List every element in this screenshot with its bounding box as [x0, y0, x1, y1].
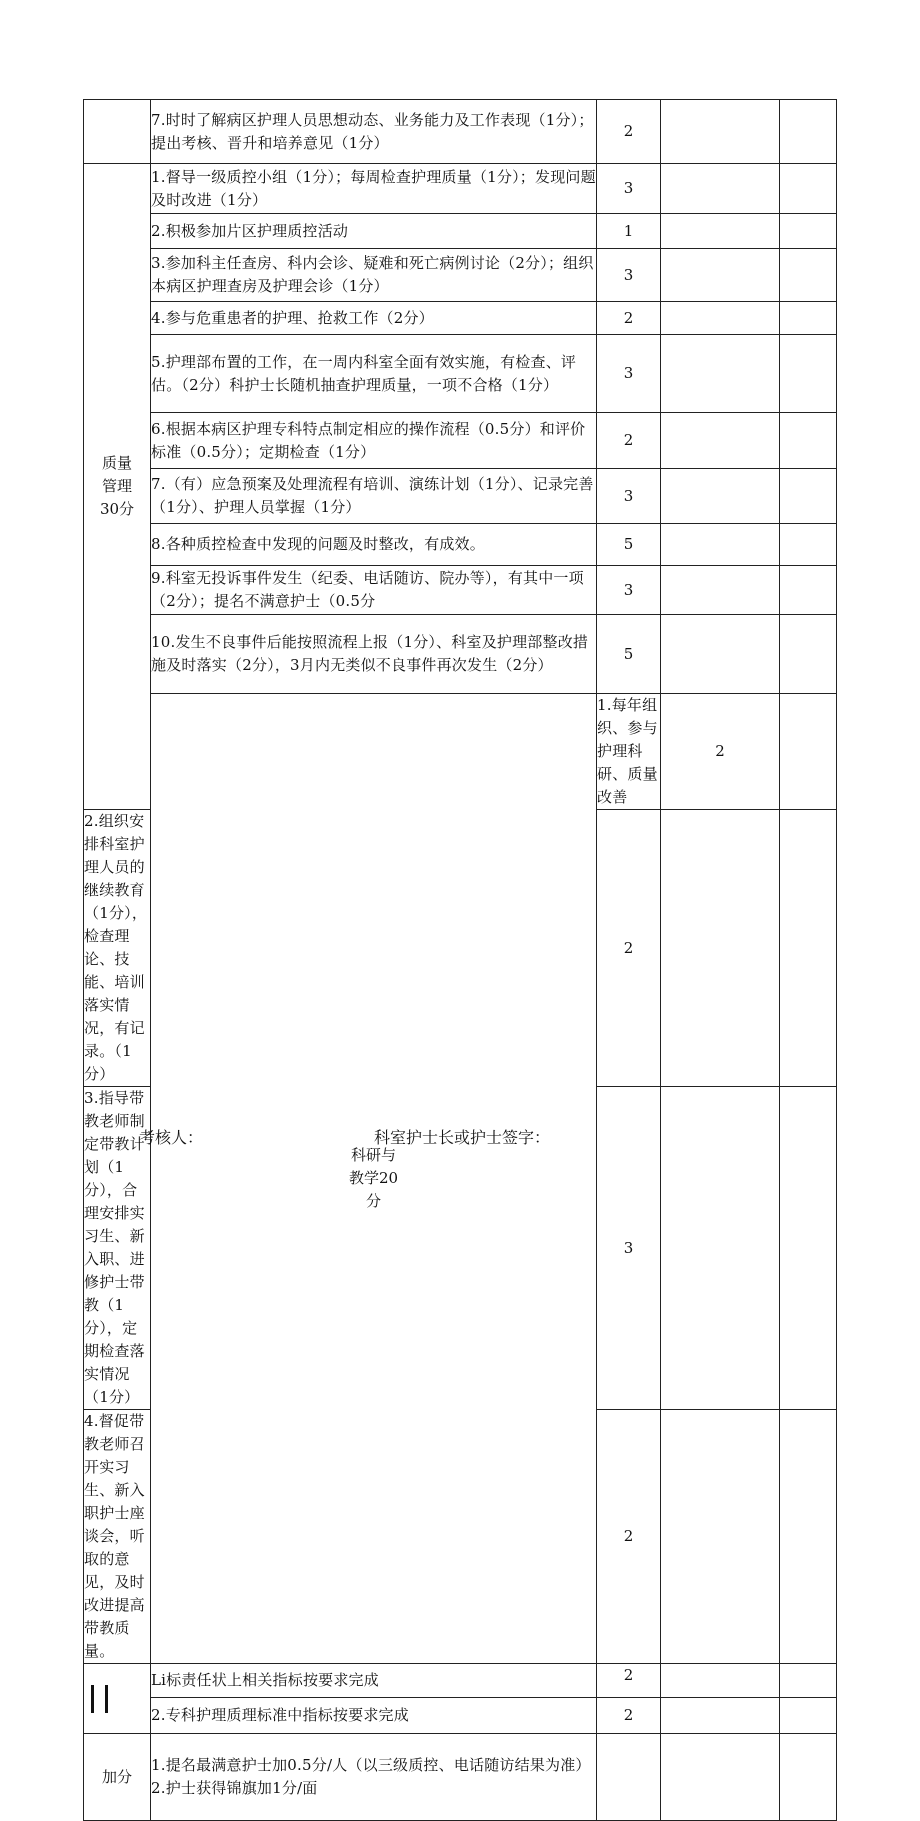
item-score: 2 — [597, 1410, 661, 1664]
blank-cell[interactable] — [780, 335, 837, 413]
assessor-label: 考核人： — [139, 1128, 204, 1147]
signature-label: 科室护士长或护士签字： — [374, 1128, 551, 1147]
item-text: 9.科室无投诉事件发生（纪委、电话随访、院办等），有其中一项（2分）；提名不满意护士（0.5分 — [151, 566, 597, 615]
blank-cell[interactable] — [780, 1664, 837, 1698]
blank-cell[interactable] — [661, 214, 780, 249]
bar-mark — [105, 1685, 108, 1713]
table-row — [84, 1734, 837, 1821]
table-row — [84, 335, 837, 413]
table-row — [84, 413, 837, 469]
blank-cell[interactable] — [780, 164, 837, 214]
table-row — [84, 694, 837, 810]
item-score: 2 — [597, 1698, 661, 1734]
item-text: 4.参与危重患者的护理、抢救工作（2分） — [151, 302, 597, 335]
blank-cell[interactable] — [661, 413, 780, 469]
blank-cell[interactable] — [780, 615, 837, 694]
blank-cell[interactable] — [780, 214, 837, 249]
vertical-bars-mark — [91, 1685, 150, 1713]
blank-cell[interactable] — [780, 694, 837, 810]
item-score: 2 — [597, 810, 661, 1087]
category-cell-empty — [84, 100, 151, 164]
blank-cell[interactable] — [661, 1698, 780, 1734]
blank-cell[interactable] — [661, 100, 780, 164]
blank-cell[interactable] — [780, 1734, 837, 1821]
blank-cell[interactable] — [780, 524, 837, 566]
blank-cell[interactable] — [780, 1087, 837, 1410]
blank-cell[interactable] — [661, 810, 780, 1087]
item-text: 2.护士获得锦旗加1分/面 — [151, 1779, 318, 1797]
item-text: 1.督导一级质控小组（1分）；每周检查护理质量（1分）；发现问题及时改进（1分） — [151, 164, 597, 214]
table-row — [84, 100, 837, 164]
blank-cell[interactable] — [780, 249, 837, 302]
table-row — [84, 302, 837, 335]
blank-cell[interactable] — [780, 566, 837, 615]
scoring-table — [83, 99, 837, 1821]
item-text: 3.指导带教老师制定带教计划（1分），合理安排实习生、新入职、进修护士带教（1分），定期检查落实情况（1分） — [84, 1087, 151, 1410]
category-bonus: 加分 — [84, 1734, 151, 1821]
category-research-line3: 分 — [365, 1192, 381, 1210]
blank-cell[interactable] — [661, 1410, 780, 1664]
item-text: 1.每年组织、参与护理科研、质量改善 — [597, 694, 661, 810]
category-quality — [84, 164, 151, 810]
blank-cell[interactable] — [661, 249, 780, 302]
blank-cell[interactable] — [780, 1410, 837, 1664]
item-score — [597, 1734, 661, 1821]
table-row — [84, 1698, 837, 1734]
item-text: 10.发生不良事件后能按照流程上报（1分）、科室及护理部整改措施及时落实（2分），3月内无类似不良事件再次发生（2分） — [151, 615, 597, 694]
blank-cell[interactable] — [780, 302, 837, 335]
item-text: 7.（有）应急预案及处理流程有培训、演练计划（1分）、记录完善（1分）、护理人员掌握（1分） — [151, 469, 597, 524]
item-text: 1.提名最满意护士加0.5分/人（以三级质控、电话随访结果为准） — [151, 1756, 591, 1774]
table-row — [84, 249, 837, 302]
table-row — [84, 1664, 837, 1698]
blank-cell[interactable] — [780, 1698, 837, 1734]
item-text: 2.专科护理质理标准中指标按要求完成 — [151, 1698, 597, 1734]
table-row — [84, 214, 837, 249]
category-quality-line2: 管理 — [101, 477, 132, 495]
item-text: 5.护理部布置的工作，在一周内科室全面有效实施，有检查、评估。（2分）科护士长随机抽查护理质量，一项不合格（1分） — [151, 335, 597, 413]
blank-cell[interactable] — [661, 302, 780, 335]
blank-cell[interactable] — [661, 1087, 780, 1410]
table-row — [84, 566, 837, 615]
blank-cell[interactable] — [661, 566, 780, 615]
item-text: 4.督促带教老师召开实习生、新入职护士座谈会，听取的意见，及时改进提高带教质量。 — [84, 1410, 151, 1664]
item-score: 3 — [597, 1087, 661, 1410]
blank-cell[interactable] — [780, 100, 837, 164]
item-score: 3 — [597, 566, 661, 615]
item-text: 2.积极参加片区护理质控活动 — [151, 214, 597, 249]
item-text: 6.根据本病区护理专科特点制定相应的操作流程（0.5分）和评价标准（0.5分）；定期检查（1分） — [151, 413, 597, 469]
item-score: 2 — [597, 413, 661, 469]
blank-cell[interactable] — [661, 615, 780, 694]
blank-cell[interactable] — [780, 413, 837, 469]
blank-cell[interactable] — [661, 164, 780, 214]
category-research-line2: 教学20 — [348, 1169, 399, 1187]
item-text: 2.组织安排科室护理人员的继续教育（1分），检查理论、技能、培训落实情况，有记录。（1分） — [84, 810, 151, 1087]
item-score: 2 — [661, 694, 780, 810]
blank-cell[interactable] — [780, 810, 837, 1087]
bar-mark — [91, 1685, 94, 1713]
item-score: 3 — [597, 249, 661, 302]
item-text: 7.时时了解病区护理人员思想动态、业务能力及工作表现（1分）；提出考核、晋升和培养意见（1分） — [151, 100, 597, 164]
item-score: 5 — [597, 615, 661, 694]
blank-cell[interactable] — [780, 469, 837, 524]
item-score: 2 — [597, 100, 661, 164]
item-score: 3 — [597, 164, 661, 214]
item-score: 2 — [597, 1664, 661, 1698]
item-score: 5 — [597, 524, 661, 566]
category-quality-line1: 质量 — [101, 454, 132, 472]
blank-cell[interactable] — [661, 335, 780, 413]
item-text: 3.参加科主任查房、科内会诊、疑难和死亡病例讨论（2分）；组织本病区护理查房及护理会诊（1分） — [151, 249, 597, 302]
item-text: Li标责任状上相关指标按要求完成 — [151, 1664, 597, 1698]
blank-cell[interactable] — [661, 1664, 780, 1698]
blank-cell[interactable] — [661, 524, 780, 566]
category-research — [151, 694, 597, 1664]
item-score: 3 — [597, 335, 661, 413]
blank-cell[interactable] — [661, 1734, 780, 1821]
item-score: 3 — [597, 469, 661, 524]
item-score: 1 — [597, 214, 661, 249]
table-row — [84, 615, 837, 694]
blank-cell[interactable] — [661, 469, 780, 524]
table-row — [84, 164, 837, 214]
item-score: 2 — [597, 302, 661, 335]
bonus-items — [151, 1734, 597, 1821]
category-research-line1: 科研与 — [350, 1146, 396, 1164]
category-quality-line3: 30分 — [99, 500, 135, 518]
item-text: 8.各种质控检查中发现的问题及时整改，有成效。 — [151, 524, 597, 566]
category-unclear-bars — [84, 1664, 151, 1734]
table-row — [84, 469, 837, 524]
table-row — [84, 524, 837, 566]
